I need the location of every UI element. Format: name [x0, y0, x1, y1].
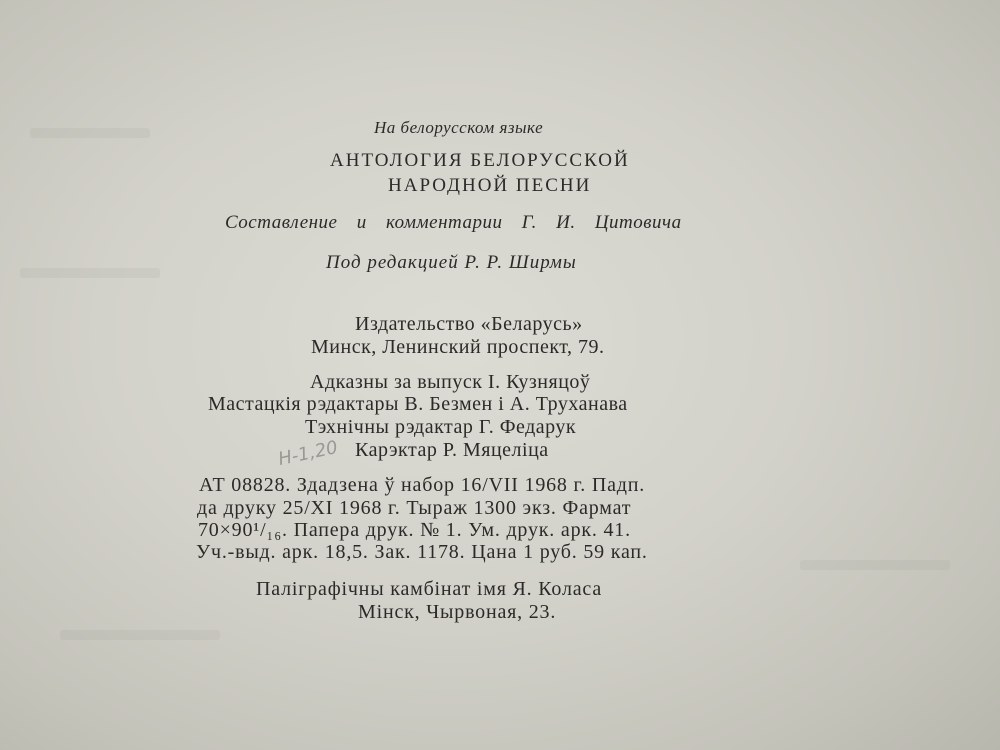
publisher-address: Минск, Ленинский проспект, 79.: [311, 336, 605, 358]
show-through-mark: [800, 560, 950, 570]
printing-details-line: да друку 25/XI 1968 г. Тыраж 1300 экз. Фармат: [197, 497, 632, 519]
staff-line: Мастацкія рэдактары В. Безмен і А. Труханава: [208, 393, 628, 415]
editor-credit: Под редакцией Р. Р. Ширмы: [326, 252, 577, 273]
staff-line: Тэхнічны рэдактар Г. Федарук: [305, 416, 577, 438]
book-title-line-1: АНТОЛОГИЯ БЕЛОРУССКОЙ: [330, 150, 630, 171]
staff-line: Адказны за выпуск І. Кузняцоў: [310, 371, 591, 393]
printing-details-line: 70×90¹/₁₆. Папера друк. № 1. Ум. друк. арк. 41.: [198, 519, 631, 541]
handwritten-note: Н-1,20: [276, 436, 340, 471]
staff-line: Карэктар Р. Мяцеліца: [355, 439, 549, 461]
printer-name: Паліграфічны камбінат імя Я. Коласа: [256, 578, 602, 600]
show-through-mark: [20, 268, 160, 278]
compiler-credit: Составление и комментарии Г. И. Цитовича: [225, 212, 682, 233]
book-title-line-2: НАРОДНОЙ ПЕСНИ: [388, 175, 592, 196]
printing-details-line: Уч.-выд. арк. 18,5. Зак. 1178. Цана 1 руб. 59 кап.: [196, 541, 648, 563]
printing-details-line: АТ 08828. Здадзена ў набор 16/VII 1968 г. Падп.: [199, 474, 646, 496]
show-through-mark: [30, 128, 150, 138]
language-note: На белорусском языке: [374, 118, 544, 137]
printer-address: Мінск, Чырвоная, 23.: [358, 601, 557, 623]
show-through-mark: [60, 630, 220, 640]
publisher-name: Издательство «Беларусь»: [355, 313, 583, 335]
